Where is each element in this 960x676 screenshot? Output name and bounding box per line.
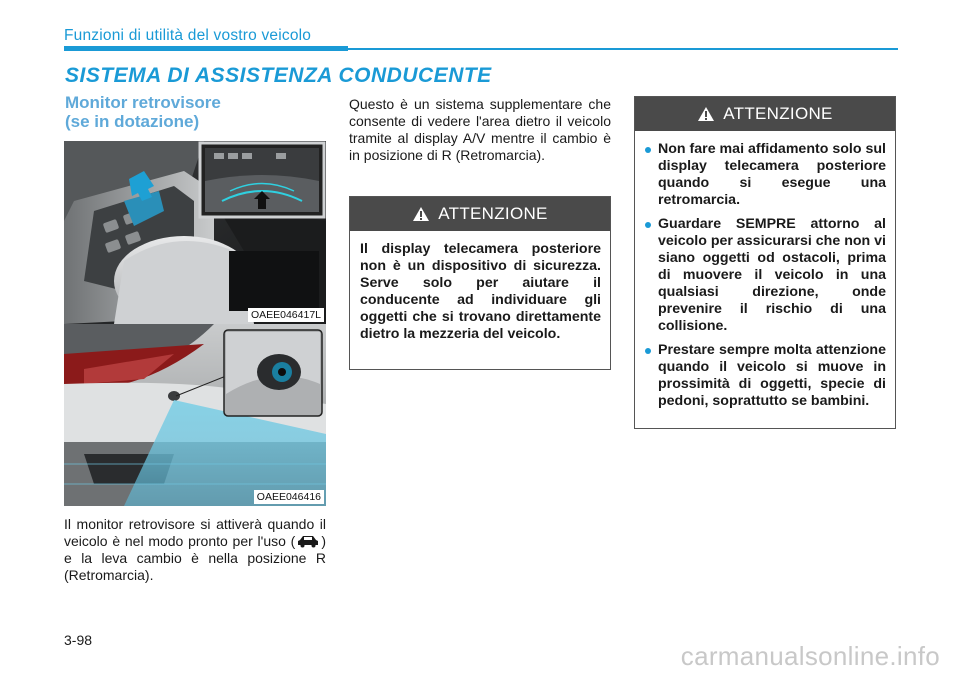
- list-item: [644, 342, 886, 410]
- warning-box-2-title: ATTENZIONE: [723, 104, 833, 123]
- car-ready-icon: [297, 534, 319, 548]
- bullet-icon: [645, 222, 651, 228]
- header-rule-thick: [64, 46, 348, 51]
- warning-triangle-icon: [697, 106, 715, 122]
- column2-intro: Questo è un sistema supplementare che consente di vedere l'area dietro il veicolo tramite al display A/V mentre il cambio è in posizione di R (Retromarcia).: [349, 96, 611, 163]
- header-rule-thin: [348, 48, 898, 50]
- rear-camera-photo: [64, 324, 326, 506]
- monitor-subtitle-line1: Monitor retrovisore: [65, 93, 221, 112]
- monitor-description: [64, 516, 326, 584]
- monitor-subtitle-line2: (se in dotazione): [65, 112, 200, 131]
- monitor-text-part1: Il monitor retrovisore si attiverà quando il veicolo è nel modo pronto per l'uso (: [64, 516, 326, 549]
- warning-box-1-text: Il display telecamera posteriore non è un dispositivo di sicurezza. Serve solo per aiutare il conducente ad individuare gli oggetti che si trovano direttamente dietro la mezzeria del veicolo.: [360, 241, 601, 342]
- warning-box-2: [634, 96, 896, 429]
- warning-box-2-header: [635, 97, 895, 131]
- watermark: carmanualsonline.info: [680, 641, 940, 671]
- bullet-icon: [645, 348, 651, 354]
- figure1-caption: OAEE046417L: [248, 308, 324, 322]
- list-item: [644, 141, 886, 209]
- warning-box-2-list: [635, 131, 895, 425]
- warning-box-1-title: ATTENZIONE: [438, 204, 548, 223]
- page-number: 3-98: [64, 632, 93, 648]
- list-item: [644, 216, 886, 335]
- warning-item-text: Non fare mai affidamento solo sul display telecamera posteriore quando si esegue una retromarcia.: [658, 141, 886, 208]
- rear-camera-illustration: [64, 324, 326, 506]
- gear-shifter-illustration: [64, 141, 326, 324]
- gear-shifter-photo: [64, 141, 326, 324]
- bullet-icon: [645, 147, 651, 153]
- warning-box-1-header: [350, 197, 610, 231]
- monitor-subtitle: [65, 93, 221, 131]
- section-title: SISTEMA DI ASSISTENZA CONDUCENTE: [65, 64, 492, 87]
- monitor-text-part2: ) e la leva cambio è nella posizione R (Retromarcia).: [64, 533, 326, 583]
- warning-box-1: [349, 196, 611, 370]
- chapter-title: Funzioni di utilità del vostro veicolo: [64, 27, 312, 44]
- warning-item-text: Prestare sempre molta attenzione quando il veicolo si muove in prossimità di oggetti, specie di pedoni, soprattutto se bambini.: [658, 342, 886, 409]
- figure2-caption: OAEE046416: [254, 490, 324, 504]
- warning-item-text: Guardare SEMPRE attorno al veicolo per assicurarsi che non vi siano oggetti od ostacoli, prima di muovere il veicolo in una qualsiasi direzione, onde prevenire il rischio di una collisione.: [658, 216, 886, 334]
- warning-triangle-icon: [412, 206, 430, 222]
